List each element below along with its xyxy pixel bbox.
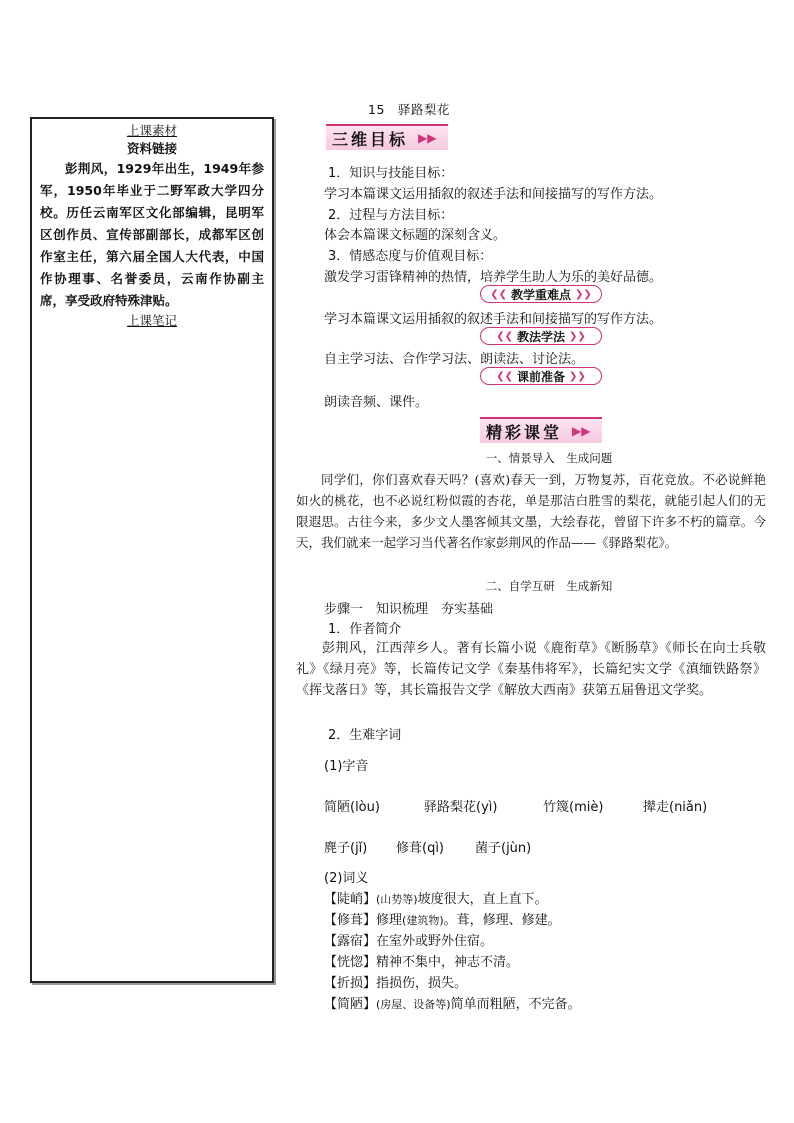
meaning-term: 【陡峭】 [324,892,377,907]
pill-preparation [480,367,602,385]
meaning-row [324,951,519,970]
section-head-2: 二、自学互研 生成新知 [485,579,613,593]
meaning-term: 【修葺】 [324,913,377,928]
prep-text: 朗读音频、课件。 [324,395,429,410]
section-head-1: 一、情景导入 生成问题 [485,451,613,465]
goal-line-1: 1．知识与技能目标： [328,166,454,181]
pill-methods [480,327,602,345]
author-heading: 1．作者简介 [328,622,402,637]
meaning-def: 修理 [376,913,403,928]
chevron-left-icon: ❮❮ [496,330,513,342]
sidebar-bio-text: 彭荆风，1929年出生，1949年参军，1950年毕业于二野军政大学四分校。历任云南军区文化部编辑，昆明军区创作员、宣传部副部长，成都军区创作室主任，第六届全国人大代表，中国作协理事、名誉委员，云南作协副主席，享受政府特殊津贴。 [40,161,264,308]
meaning-row [324,909,561,928]
key-point-text: 学习本篇课文运用插叙的叙述手法和间接描写的写作方法。 [324,312,663,327]
meaning-note: (山势等) [376,893,418,906]
double-arrow-icon: ▶▶ [418,131,437,145]
pron-item: 菌子(jùn) [475,841,532,856]
goal-line-3: 2．过程与方法目标： [328,208,454,223]
pron-item: 修葺(qì) [396,841,445,856]
pronunciation-heading: (1)字音 [324,759,369,774]
sidebar-head-notes: 上课笔记 [126,313,177,328]
pron-item: 驿路梨花(yì) [424,800,498,815]
meaning-def: 坡度很大，直上直下。 [417,892,548,907]
meaning-def: 精神不集中，神志不清。 [376,955,520,970]
chevron-right-icon: ❯❯ [569,330,586,342]
pill-key-points [480,285,602,303]
meaning-def: 在室外或野外住宿。 [376,934,494,949]
meaning-term: 【简陋】 [324,997,377,1012]
step1-heading: 步骤一 知识梳理 夯实基础 [324,602,494,617]
goal-line-4: 体会本篇课文标题的深刻含义。 [324,228,507,243]
pill-preparation-label: 课前准备 [516,369,565,384]
pron-item: 撵走(niǎn) [643,800,708,815]
pill-methods-label: 教法学法 [516,329,565,344]
meaning-note: (房屋、设备等) [376,998,451,1011]
words-heading: 2．生难字词 [328,728,402,743]
sidebar-box [30,117,274,983]
meaning-row [324,993,581,1012]
pron-item: 麂子(jǐ) [324,841,368,856]
meaning-term: 【折损】 [324,976,377,991]
meaning-row [324,972,467,991]
chevron-right-icon: ❯❯ [575,288,592,300]
banner-three-goals [326,124,448,150]
pron-item: 简陋(lòu) [324,800,380,815]
chevron-right-icon: ❯❯ [569,370,586,382]
goal-line-6: 激发学习雷锋精神的热情，培养学生助人为乐的美好品德。 [324,270,663,285]
banner-three-goals-label: 三维目标 [332,129,409,149]
methods-text: 自主学习法、合作学习法、朗读法、讨论法。 [324,352,585,367]
page-title: 15 驿路梨花 [368,102,450,117]
meaning-row [324,888,548,907]
pill-key-points-label: 教学重难点 [510,287,571,302]
double-arrow-icon: ▶▶ [572,424,591,438]
meaning-def: 指损伤，损失。 [376,976,468,991]
banner-wonderful-class-label: 精彩课堂 [486,422,563,442]
chevron-left-icon: ❮❮ [490,288,507,300]
pron-item: 竹篾(miè) [543,800,604,815]
meaning-def: 简单而粗陋，不完备。 [450,997,581,1012]
meaning-note: (建筑物) [402,914,444,927]
sidebar-sub-links: 资料链接 [126,141,177,156]
banner-wonderful-class [480,417,602,443]
meaning-term: 【露宿】 [324,934,377,949]
goal-line-5: 3．情感态度与价值观目标： [328,249,493,264]
meaning-heading: (2)词义 [324,871,369,886]
meaning-row [324,930,493,949]
chevron-left-icon: ❮❮ [496,370,513,382]
intro-paragraph: 同学们，你们喜欢春天吗？(喜欢)春天一到，万物复苏，百花竞放。不必说鲜艳如火的桃花，也不必说红粉似霞的杏花，单是那洁白胜雪的梨花，就能引起人们的无限遐思。古往今来，多少文人墨客倾其文墨，大绘春花，曾留下许多不朽的篇章。今天，我们就来一起学习当代著名作家彭荆风的作品——《驿路梨花》。 [296,472,766,550]
meaning-term: 【恍惚】 [324,955,377,970]
author-text: 彭荆风，江西萍乡人。著有长篇小说《鹿衔草》《断肠草》《师长在向士兵敬礼》《绿月亮》等，长篇传记文学《秦基伟将军》，长篇纪实文学《滇缅铁路祭》《挥戈落日》等，其长篇报告文学《解放大西南》获第五届鲁迅文学奖。 [296,641,766,698]
meaning-def: 。葺，修理、修建。 [443,913,561,928]
sidebar-head-material: 上课素材 [126,123,177,138]
goal-line-2: 学习本篇课文运用插叙的叙述手法和间接描写的写作方法。 [324,187,663,202]
